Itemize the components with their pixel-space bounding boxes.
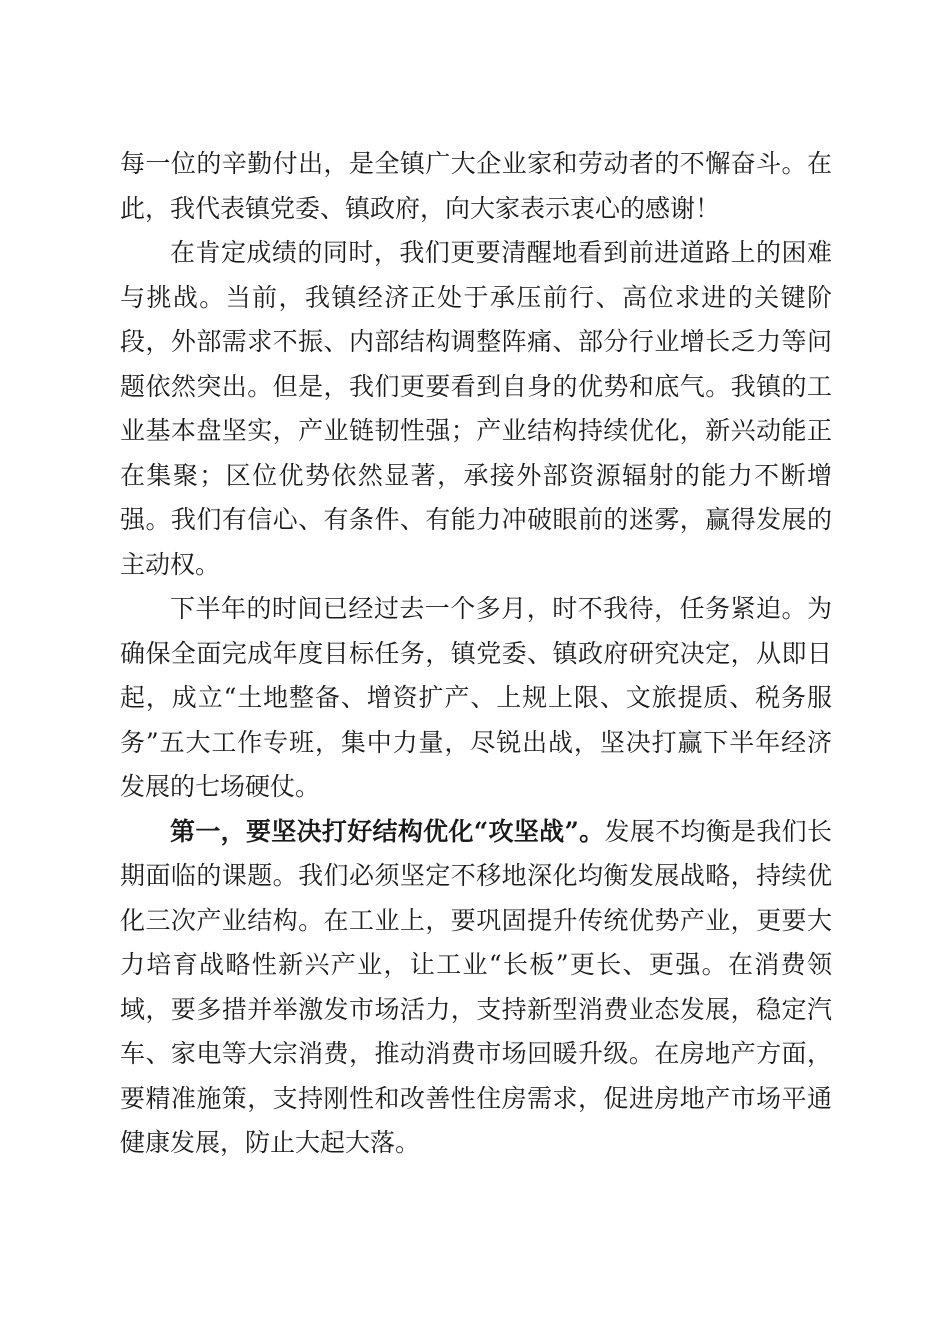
paragraph-4-text: 发展不均衡是我们长期面临的课题。我们必须坚定不移地深化均衡发展战略，持续优化三次产业结构。在工业上，要巩固提升传统优势产业，更要大力培育战略性新兴产业，让工业“长板”更长、更强。在消费领域，要多措并举激发市场活力，支持新型消费业态发展，稳定汽车、家电等大宗消费，推动消费市场回暖升级。在房地产方面，要精准施策，支持刚性和改善性住房需求，促进房地产市场平通健康发展，防止大起大落。 xyxy=(120,816,832,1157)
paragraph-4 xyxy=(120,810,832,1166)
paragraph-2-text: 在肯定成绩的同时，我们更要清醒地看到前进道路上的困难与挑战。当前，我镇经济正处于承压前行、高位求进的关键阶段，外部需求不振、内部结构调整阵痛、部分行业增长乏力等问题依然突出。但是，我们更要看到自身的优势和底气。我镇的工业基本盘坚实，产业链韧性强；产业结构持续优化，新兴动能正在集聚；区位优势依然显著，承接外部资源辐射的能力不断增强。我们有信心、有条件、有能力冲破眼前的迷雾，赢得发展的主动权。 xyxy=(120,238,832,579)
body-text xyxy=(120,142,832,1166)
paragraph-1 xyxy=(120,142,832,231)
paragraph-2 xyxy=(120,231,832,587)
paragraph-1-text: 每一位的辛勤付出，是全镇广大企业家和劳动者的不懈奋斗。在此，我代表镇党委、镇政府，向大家表示衷心的感谢！ xyxy=(120,149,832,223)
paragraph-3 xyxy=(120,587,832,810)
paragraph-4-heading: 第一，要坚决打好结构优化“攻坚战”。 xyxy=(170,816,605,846)
paragraph-3-text: 下半年的时间已经过去一个多月，时不我待，任务紧迫。为确保全面完成年度目标任务，镇党委、镇政府研究决定，从即日起，成立“土地整备、增资扩产、上规上限、文旅提质、税务服务”五大工作专班，集中力量，尽锐出战，坚决打赢下半年经济发展的七场硬仗。 xyxy=(120,594,832,801)
